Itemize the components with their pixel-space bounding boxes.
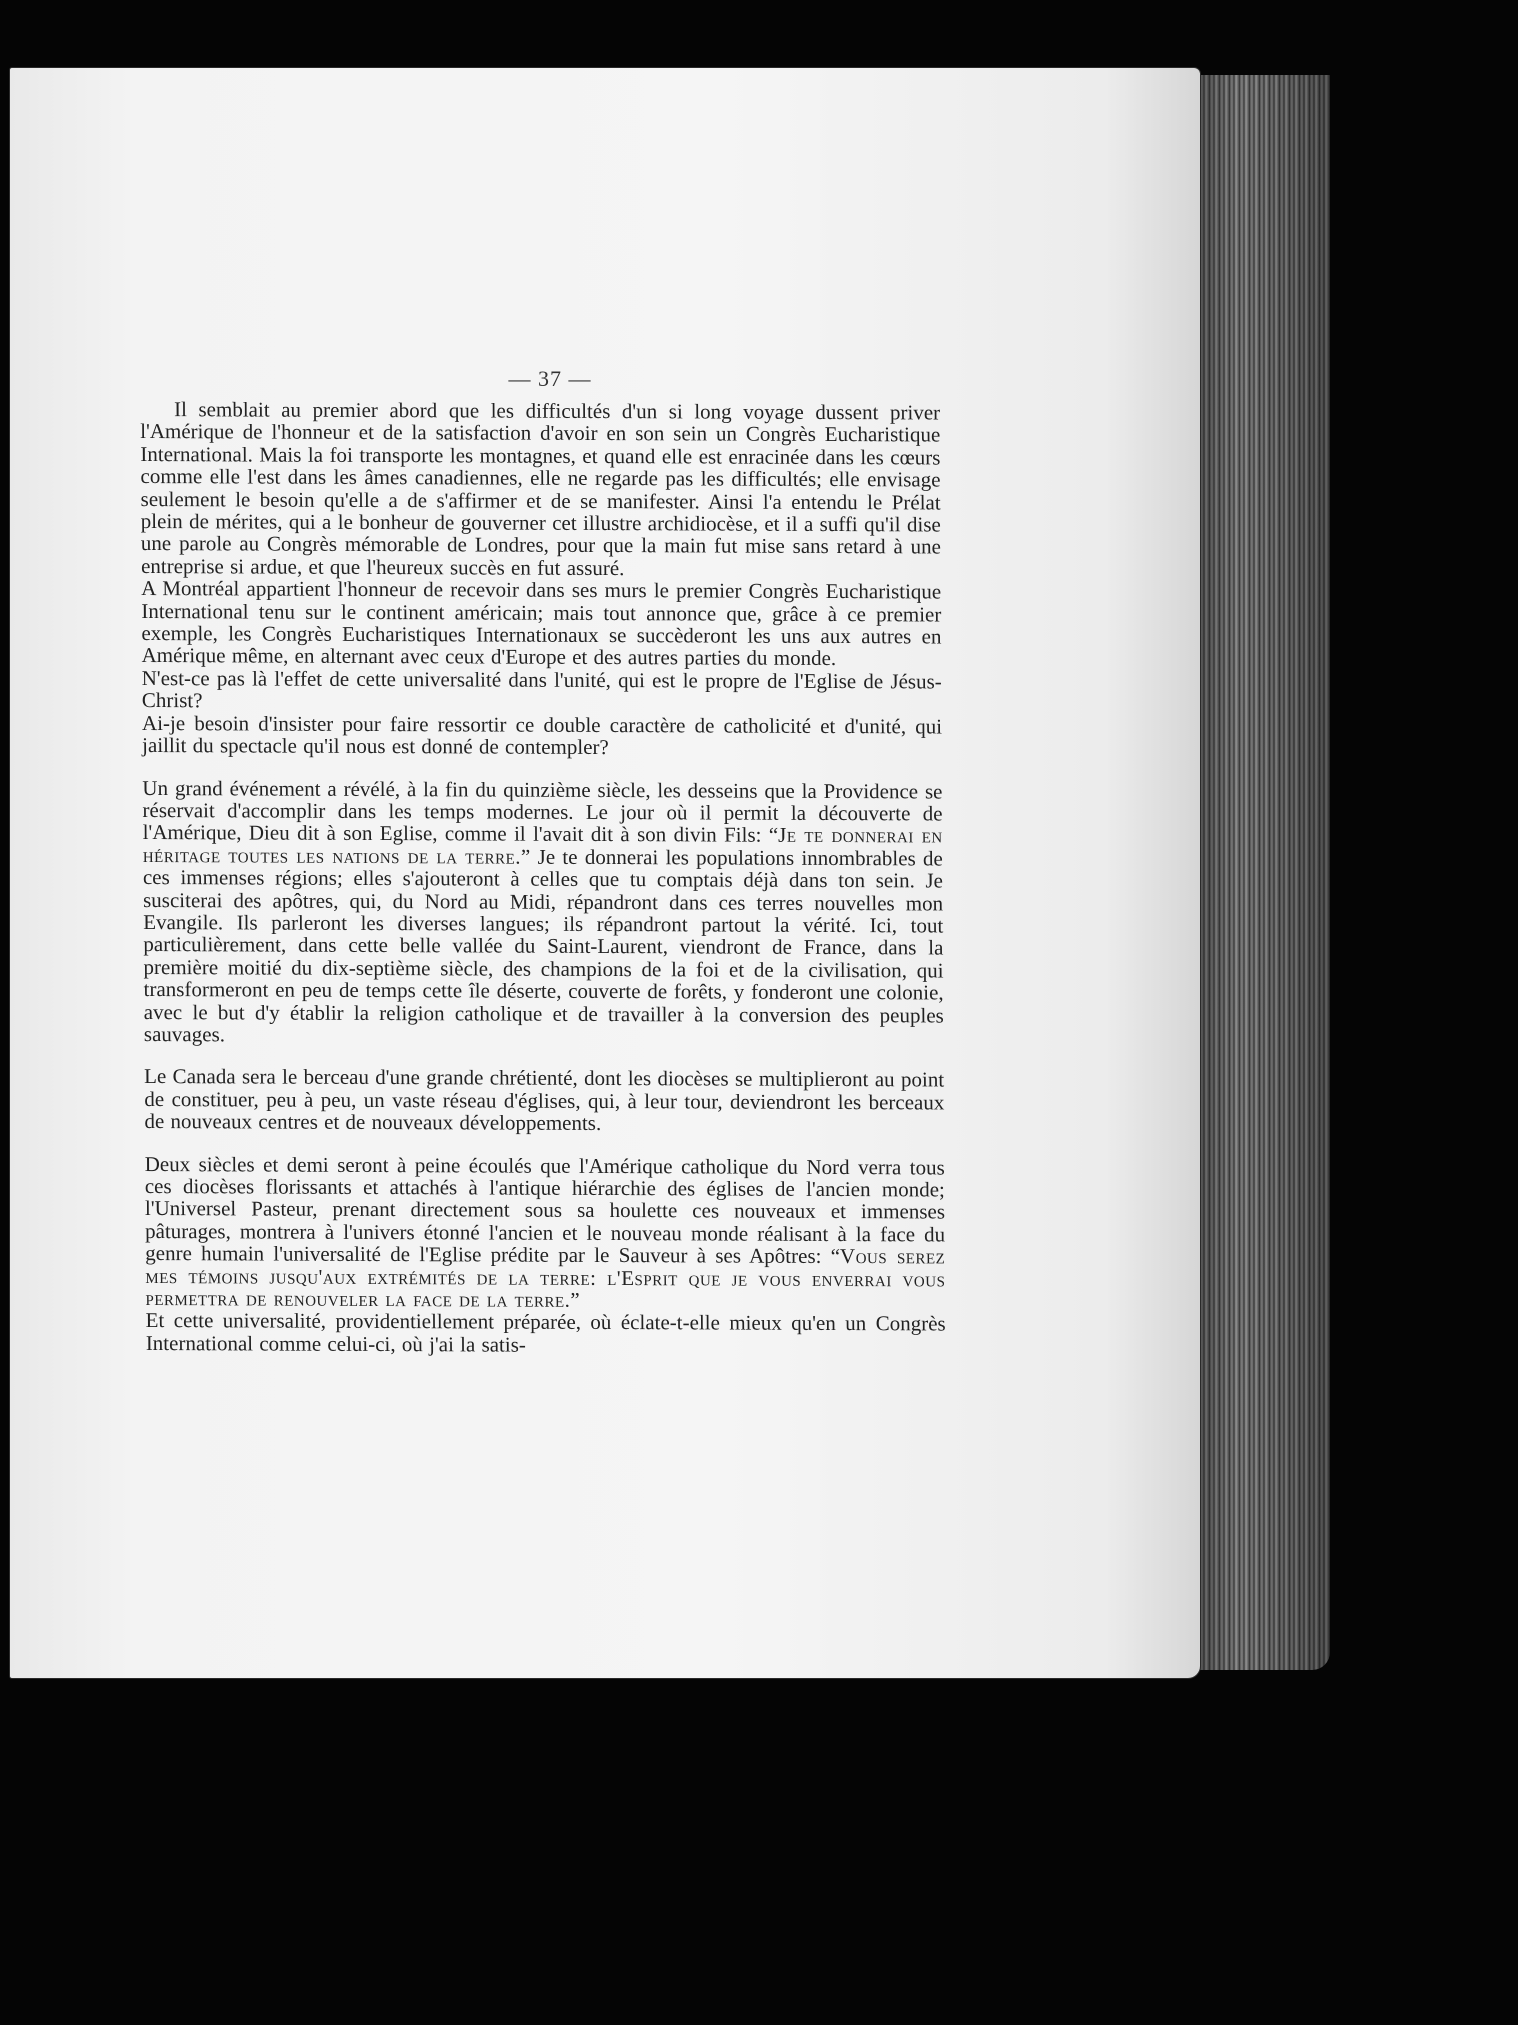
paragraph-7-text-before: Deux siècles et demi seront à peine écoulés que l'Amérique catholique du Nord verra tous ces diocèses florissants et attachés à l'antique hiérarchie des églises de l'ancien monde; l'Universel Pasteur, prenant directement sous sa houlette ces nouveaux et immenses pâturages, montrera à l'univers étonné l'ancien et le nouveau monde réalisant à la face du genre humain l'universalité de l'Eglise prédite par le Sauveur à ses Apôtres: “ xyxy=(144,1151,946,1269)
page-number: — 37 — xyxy=(508,366,592,391)
paragraph-5-text-after: ” Je te donnerai les populations innombrables de ces immenses régions; elles s'ajouteront à celles que tu comptais déjà dans ton sein. Je susciterai des apôtres, qui, du Nord au Midi, répandront dans ces terres nouvelles mon Evangile. Ils parleront les diverses langues; ils répandront partout la vérité. Ici, tout particulièrement, dans cette belle vallée du Saint-Laurent, viendront de France, dans la première moitié du dix-septième siècle, des champions de la foi et de la civilisation, qui transformeront en peu de temps cette île déserte, couverte de forêts, y fonderont une colonie, avec le but d'y établir la religion catholique et de travailler à la conversion des peuples sauvages. xyxy=(142,844,944,1047)
paragraph-4: Ai-je besoin d'insister pour faire ressortir ce double caractère de catholicité et d'unité, qui jaillit du spectacle qu'il nous est donné de contempler? xyxy=(141,710,943,760)
paragraph-8: Et cette universalité, providentiellement préparée, où éclate-t-elle mieux qu'en un Congrès International comme celui-ci, où j'ai la satis- xyxy=(145,1308,946,1357)
book-page-edges-shadow xyxy=(1180,75,1330,1670)
page-text xyxy=(140,398,946,1358)
paragraph-5-text-before: Un grand événement a révélé, à la fin du quinzième siècle, les desseins que la Providence se réservait d'accomplir dans les temps modernes. Le jour où il permit la découverte de l'Amérique, Dieu dit à son Eglise, comme il l'avait dit à son divin Fils: “ xyxy=(142,775,943,848)
paragraph-7-text-after: ” xyxy=(570,1287,580,1312)
paragraph-5 xyxy=(142,776,944,1048)
paragraph-7-quote: Vous serez mes témoins jusqu'aux extrémités de la terre: l'Esprit que je vous enverrai vous permettra de renouveler la face de la terre. xyxy=(145,1244,946,1312)
paragraph-5-quote: Je te donnerai en héritage toutes les nations de la terre. xyxy=(142,823,943,869)
paragraph-3: N'est-ce pas là l'effet de cette universalité dans l'unité, qui est le propre de l'Eglise de Jésus-Christ? xyxy=(141,665,942,713)
paragraph-7 xyxy=(145,1153,946,1313)
paragraph-1: Il semblait au premier abord que les difficultés d'un si long voyage dussent priver l'Amérique de l'honneur et de la satisfaction d'avoir en son sein un Congrès Eucharistique International. Mais la foi transporte les montagnes, et quand elle est enracinée dans les cœurs comme elle l'est dans les âmes canadiennes, elle ne regarde pas les difficultés; elle envisage seulement le besoin qu'elle a de s'affirmer et de se manifester. Ainsi l'a entendu le Prélat plein de mérites, qui a le bonheur de gouverner cet illustre archidiocèse, et il a suffi qu'il dise une parole au Congrès mémorable de Londres, pour que la main fut mise sans retard à une entreprise si ardue, et que l'heureux succès en fut assuré. xyxy=(140,397,941,580)
book-page xyxy=(10,68,1200,1678)
paragraph-2: A Montréal appartient l'honneur de recevoir dans ses murs le premier Congrès Eucharistique International tenu sur le continent américain; mais tout annonce que, grâce à ce premier exemple, les Congrès Eucharistiques Internationaux se succèderont les uns aux autres en Amérique même, en alternant avec ceux d'Europe et des autres parties du monde. xyxy=(141,576,942,671)
paragraph-6: Le Canada sera le berceau d'une grande chrétienté, dont les diocèses se multiplieront au point de constituer, peu à peu, un vaste réseau d'églises, qui, à leur tour, deviendront les berceaux de nouveaux centres et de nouveaux développements. xyxy=(144,1064,945,1136)
